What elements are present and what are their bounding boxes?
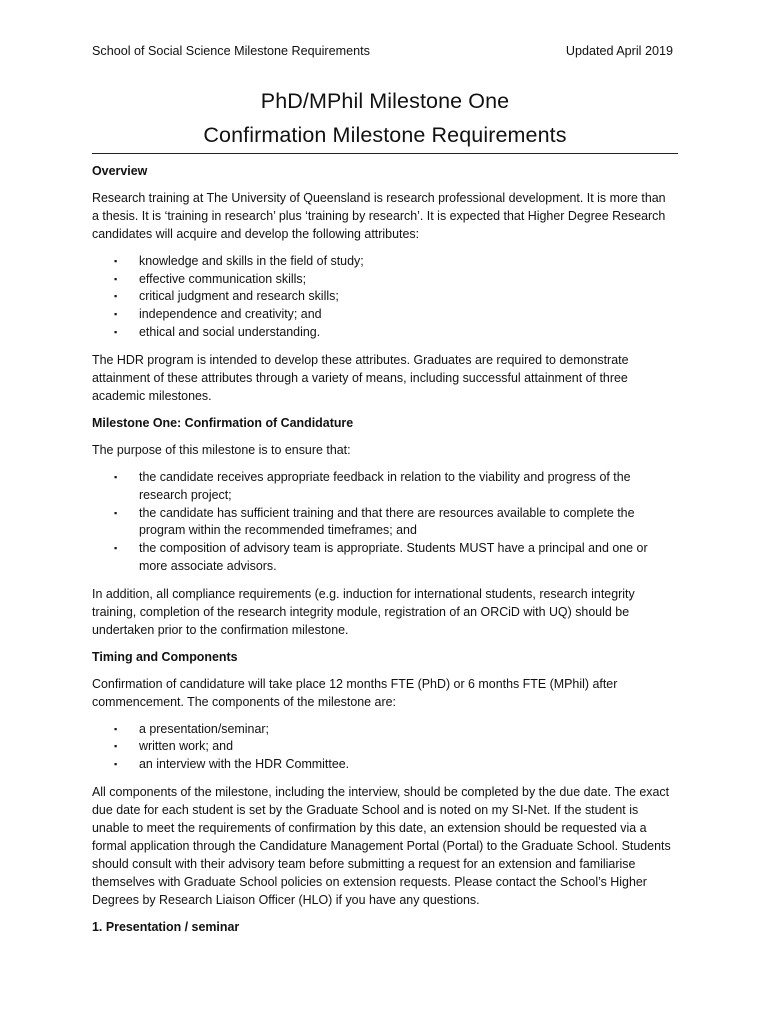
- overview-paragraph-1: Research training at The University of Queensland is research professional development. It is more than a thesis. It is ‘training in research’ plus ‘training by research’. It is expected that Higher Degree Research candidates will acquire and develop the following attributes:: [92, 190, 666, 241]
- purpose-heading: The purpose of this milestone is to ensure that:: [92, 442, 351, 457]
- list-item: [92, 469, 674, 505]
- list-item-text: the candidate receives appropriate feedback in relation to the viability and progress of the research project;: [139, 469, 631, 502]
- list-item-text: written work; and: [139, 739, 234, 754]
- bullet-icon: ▪: [114, 291, 118, 302]
- list-item: [92, 738, 674, 756]
- list-item-text: effective communication skills;: [139, 271, 307, 286]
- document-title-line2: Confirmation Milestone Requirements: [203, 123, 567, 147]
- list-item: [92, 756, 674, 774]
- bullet-icon: ▪: [114, 543, 118, 554]
- list-item-text: an interview with the HDR Committee.: [139, 757, 350, 772]
- header-school-title: School of Social Science Milestone Requirements: [92, 44, 370, 58]
- components-list: [92, 721, 674, 775]
- title-divider: [92, 153, 678, 154]
- bullet-icon: ▪: [114, 741, 118, 752]
- purpose-list: [92, 469, 674, 576]
- list-item-text: the composition of advisory team is appropriate. Students MUST have a principal and one or more associate advisors.: [139, 541, 648, 574]
- document-title-line1: PhD/MPhil Milestone One: [260, 89, 510, 113]
- bullet-icon: ▪: [114, 309, 118, 320]
- list-item: [92, 324, 674, 342]
- list-item-text: a presentation/seminar;: [139, 721, 269, 736]
- list-item: [92, 306, 674, 324]
- page-header: [92, 42, 673, 60]
- list-item: [92, 721, 674, 739]
- list-item: [92, 253, 674, 271]
- document-body: [92, 163, 674, 946]
- overview-paragraph-2: The HDR program is intended to develop these attributes. Graduates are required to demonstrate attainment of these attributes through a variety of means, including successful attainment of three academic milestones.: [92, 353, 629, 403]
- bullet-icon: ▪: [114, 507, 118, 518]
- list-item: [92, 540, 674, 576]
- list-item-text: critical judgment and research skills;: [139, 289, 339, 304]
- attributes-list: [92, 253, 674, 343]
- timing-paragraph-2: All components of the milestone, including the interview, should be completed by the due date. The exact due date for each student is set by the Graduate School and is noted on my SI-Net. If the student is unable to meet the requirements of confirmation by this date, an extension should be requested via a formal application through the Candidature Management Portal (Portal) to the Graduate School. Students should consult with their advisory team before submitting a request for an extension and familiarise themselves with Graduate School policies on extension requests. Please contact the School’s Higher Degrees by Research Liaison Officer (HLO) if you have any questions.: [92, 785, 671, 907]
- header-updated-date: Updated April 2019: [565, 44, 673, 58]
- list-item: [92, 505, 674, 541]
- list-item: [92, 288, 674, 306]
- bullet-icon: ▪: [114, 255, 118, 266]
- timing-paragraph-1: Confirmation of candidature will take place 12 months FTE (PhD) or 6 months FTE (MPhil) after commencement. The components of the milestone are:: [92, 676, 618, 709]
- list-item: [92, 271, 674, 289]
- list-item-text: the candidate has sufficient training and that there are resources available to complete the program within the recommended timeframes; and: [139, 505, 635, 538]
- bullet-icon: ▪: [114, 759, 118, 770]
- bullet-icon: ▪: [114, 273, 118, 284]
- list-item-text: knowledge and skills in the field of study;: [139, 253, 364, 268]
- bullet-icon: ▪: [114, 327, 118, 338]
- timing-heading: Timing and Components: [92, 649, 238, 664]
- compliance-paragraph: In addition, all compliance requirements (e.g. induction for international students, research integrity training, completion of the research integrity module, registration of an ORCiD with UQ) should be undertaken prior to the confirmation milestone.: [92, 587, 635, 637]
- section-1-heading: 1. Presentation / seminar: [92, 919, 240, 934]
- list-item-text: ethical and social understanding.: [139, 325, 321, 340]
- list-item-text: independence and creativity; and: [139, 307, 322, 322]
- bullet-icon: ▪: [114, 723, 118, 734]
- bullet-icon: ▪: [114, 471, 118, 482]
- milestone-heading: Milestone One: Confirmation of Candidature: [92, 415, 354, 430]
- overview-heading: Overview: [92, 164, 148, 178]
